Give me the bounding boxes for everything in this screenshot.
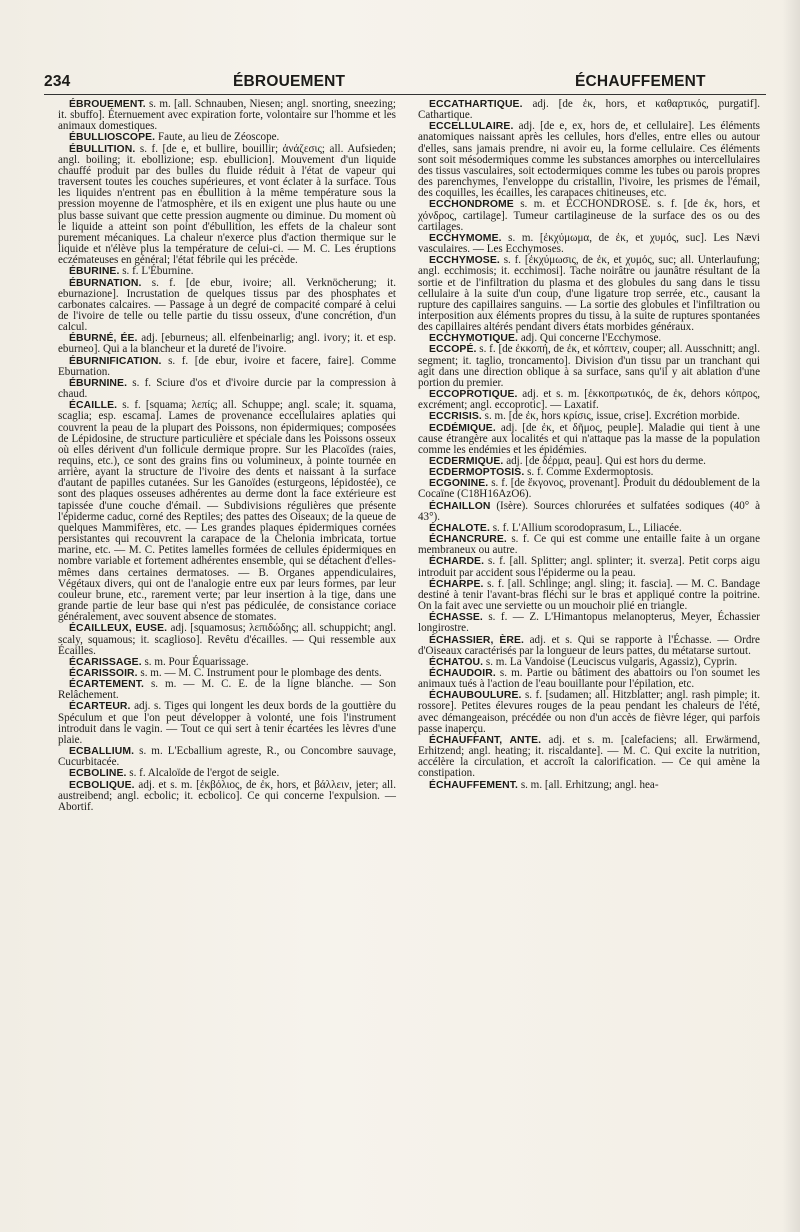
entry-headword: ÉCHALOTE. [429,522,490,534]
entry-definition: s. f. L'Allium scorodoprasum, L., Liliacée. [489,521,682,534]
dictionary-entry [58,780,396,813]
dictionary-entry [418,556,760,578]
entry-definition: s. m. — M. C. Instrument pour le plombage des dents. [137,666,382,679]
entry-definition: s. f. L'Éburnine. [119,265,194,278]
dictionary-entry [418,501,760,523]
dictionary-entry [418,255,760,333]
entry-definition: adj. [squamosus; λεπιδώδης; all. schuppicht; angl. scaly, squamous; it. scaglioso]. Revêtu d'écailles. — Qui ressemble aux Écailles. [58,622,396,657]
page-edge-shadow [782,0,800,1232]
entry-headword: ÉCHARPE. [429,578,484,590]
entry-headword: ECDERMOPTOSIS. [429,467,525,479]
entry-definition: adj. [de e, ex, hors de, et cellulaire]. Les éléments anatomiques naissant après les cellules, hors d'elles, entre elles ou autour d'elles, sans jamais prendre, ni avoir eu, la forme cellulaire. Ces éléments sont soit mésodermiques comme les substances amorphes ou intercellulaires des tissus vasculaires, soit ectodermiques comme les tubes ou parois propres des parenchymes, l'enveloppe du cristallin, l'ivoire, les prismes de l'émail, des coquilles, les écailles, les carapaces chitineuses, etc. [418,120,760,200]
entry-definition: s. m. et ECCHONDROSE. s. f. [de ἐκ, hors, et χόνδρος, cartilage]. Tumeur cartilagineuse de la surface des os ou des cartilages. [418,198,760,233]
dictionary-entry [418,344,760,389]
dictionary-entry [418,199,760,232]
entry-definition: Faute, au lieu de Zéoscope. [155,131,280,144]
entry-definition: s. f. [all. Splitter; angl. splinter; it. sverza]. Petit corps aigu introduit par accident sous l'épiderme ou la peau. [418,555,760,579]
entry-definition: s. f. Ce qui est comme une entaille faite à un organe membraneux ou autre. [418,533,760,557]
entry-definition: s. f. [sudamen; all. Hitzblatter; angl. rash pimple; it. rossore]. Petites élevures rouges de la peau pendant les chaleurs de l'été, avec démangeaison, précédée ou non d'un accès de fièvre léger, qui parfois passe inaperçu. [418,689,760,735]
entry-headword: ECCOPROTIQUE. [429,389,518,401]
entry-definition: adj. [eburneus; all. elfenbeinarlig; angl. ivory; it. et esp. eburneo]. Qui a la blancheur et la dureté de l'ivoire. [58,332,396,356]
entry-definition: s. f. Sciure d'os et d'ivoire durcie par la compression à chaud. [58,376,396,401]
dictionary-entry [58,99,396,132]
dictionary-entry [58,623,396,656]
entry-headword: ÉCARISSAGE. [69,656,142,668]
entry-definition: adj. et s. Qui se rapporte à l'Échasse. — Ordre d'Oiseaux caractérisés par la longueur de leurs pattes, du métatarse surtout. [418,633,760,657]
dictionary-entry [418,121,760,199]
dictionary-entry [58,378,396,400]
entry-headword: ECCATHARTIQUE. [429,99,523,110]
dictionary-entry [58,746,396,768]
entry-headword: ECCHONDROME [429,199,514,211]
entry-headword: ÉBULLITION. [69,143,136,155]
dictionary-entry [418,423,760,456]
entry-definition: s. m. Pour Équarissage. [141,655,249,668]
entry-definition: s. m. [ἐκχύμωμα, de ἐκ, et χυμός, suc]. Les Nævi vasculaires. — Les Ecchymoses. [418,231,760,256]
entry-headword: ÉCARISSOIR. [69,667,138,679]
entry-headword: ÉBURNIFICATION. [69,355,162,367]
entry-headword: ÉCAILLE. [69,400,118,412]
entry-definition: s. m. [all. Erhitzung; angl. hea- [518,778,659,791]
left-column [58,99,396,813]
entry-definition: s. f. [de ebur, ivoire et facere, faire]. Comme Eburnation. [58,354,396,378]
left-guide-word: ÉBROUEMENT [233,73,346,90]
entry-definition: s. f. [squama; λεπίς; all. Schuppe; angl. scale; it. squama, scaglia; esp. escama]. Lames de provenance eccellulaires aplaties qui couvrent la peau de la plupart des Poissons, non épidermiques; composées de Lépidosine, de structure particulière et spéciale dans les Poissons osseux où elles dérivent d'un follicule dermique propre. Sur les Placoïdes (raies, requins, etc.), ce sont des grains fins ou volumineux, à pointe tournée en arrière, ayant la structure de l'ivoire des dents et naissant à la surface d'autant de papilles cutanées. Sur les Ganoïdes (esturgeons, lépidostée), ce sont des plaques osseuses adhérentes au derme dont la face extérieure est tapissée d'une couche d'émail. — Subdivisions régulières que présente l'épiderme caduc, corné des Reptiles; des pattes des Oiseaux; de la queue de quelques Mammifères, etc. — Les grandes plaques épidermiques cornées persistantes qui recouvrent la carapace de la Chelonia imbricata, tortue marine, etc. — M. C. Petites lamelles formées de cellules épidermiques en nombre variable et fortement adhérentes ensemble, qui se détachent d'elles-mêmes dans certaines dermatoses. — B. Organes appendiculaires, Végétaux divers, qui ont de l'analogie entre eux par leurs formes, par leur couleur brune, etc., rarement verte; par leur insertion à la tige, dans une grande partie de leur base qui n'est pas pédiculée, de consistance coriace généralement, avec souvent absence de stomates. [58,399,396,624]
dictionary-entry [58,701,396,746]
entry-headword: ÉCHAILLON [429,500,491,512]
dictionary-entry [418,579,760,612]
entry-headword: ÉCARTEMENT. [69,679,144,691]
entry-headword: ECGONINE. [429,478,489,490]
entry-headword: ECBOLIQUE. [69,779,135,791]
entry-definition: s. f. [de e, et bullire, bouillir; ἀνάζεσις; all. Aufsieden; angl. boiling; it. ebollizione; esp. ebullicion]. Mouvement d'un liquide chauffé produit par des bulles du fluide réduit à l'état de vapeur qui traversent toutes les couches supérieures, et vont éclater à la surface. Tous les liquides n'entrent pas en ébullition à la même température sous la pression moyenne de l'atmosphère, et ils en exigent une plus haute ou une plus basse suivant que cette pression augmente ou diminue. Du moment où le liquide a atteint son point d'ébullition, les effets de la chaleur sont purement mécaniques. La chaleur n'exerce plus d'action thermique sur le liquide et n'élève plus la température de celui-ci. — M. C. Les éruptions eczémateuses en général; l'état fébrile qui les précède. [58,142,396,267]
dictionary-entry [418,389,760,411]
entry-definition: s. f. [de ἐκκοπή, de ἐκ, et κόπτειν, couper; all. Ausschnitt; angl. segment; it. taglio, troncamento]. Division d'un tissu par un tranchant qui agit dans une direction oblique à sa surface, sans qu'il y ait ablation d'une portion du premier. [418,343,760,389]
entry-headword: ECDÉMIQUE. [429,422,496,434]
dictionary-entry [58,333,396,355]
entry-headword: ÉCHAUFFANT, ANTE. [429,734,542,746]
entry-headword: ECCHYMOME. [429,232,502,244]
dictionary-entry [418,612,760,634]
entry-definition: adj. et s. m. [ἐκβόλιος, de ἐκ, hors, et βάλλειν, jeter; all. austreibend; angl. ecbolic; it. ecbolico]. Ce qui concerne l'expulsion. — Abortif. [58,778,396,813]
dictionary-entry [418,478,760,500]
dictionary-entry [58,144,396,267]
entry-definition: adj. s. Tiges qui longent les deux bords de la gouttière du Spéculum et que l'on peut développer à volonté, une fois l'instrument introduit dans le vagin. — Tout ce qui sert à tenir écartées les lèvres d'une plaie. [58,700,396,746]
entry-headword: ÉCHASSE. [429,612,483,624]
entry-headword: ÉBROUEMENT. [69,99,146,110]
entry-headword: ECBALLIUM. [69,746,135,758]
entry-headword: ÉCHAUDOIR. [429,667,496,679]
entry-definition: s. f. Alcaloïde de l'ergot de seigle. [126,767,280,780]
dictionary-entry [418,690,760,735]
entry-definition: adj. Qui concerne l'Ecchymose. [518,332,662,345]
entry-headword: ÉCHATOU. [429,656,484,668]
right-guide-word: ÉCHAUFFEMENT [575,73,706,90]
entry-definition: (Isère). Sources chlorurées et sulfatées sodiques (40° à 43°). [418,499,760,523]
dictionary-entry [418,780,760,791]
page-number: 234 [44,73,71,90]
entry-definition: adj. [de δέρμα, peau]. Qui est hors du derme. [503,455,706,467]
entry-headword: ECDERMIQUE. [429,456,504,467]
entry-definition: s. m. La Vandoise (Leuciscus vulgaris, Agassiz), Cyprin. [483,655,738,668]
dictionary-entry [58,278,396,334]
entry-definition: s. f. [de ebur, ivoire; all. Verknöcherung; it. eburnazione]. Incrustation de quelques tissus par des phosphates et carbonates calcaires. — Passage à un degré de compacité comparé à celui de l'ivoire de telle ou telle partie du tissu osseux, d'une concrétion, d'un calcul. [58,276,396,334]
dictionary-entry [58,356,396,378]
entry-definition: s. f. Comme Exdermoptosis. [524,466,654,479]
entry-headword: ECBOLINE. [69,768,127,780]
entry-definition: adj. et s. m. [calefaciens; all. Erwärmend, Erhitzend; angl. heating; it. riscaldante]. — M. C. Qui excite la nutrition, accélère la circulation, et accroît la calorification. — Ce qui amène la constipation. [418,733,761,780]
entry-headword: ECCELLULAIRE. [429,121,514,133]
entry-headword: ECCOPÉ. [429,344,477,356]
entry-headword: ÉBURNINE. [69,377,128,389]
entry-definition: s. f. — Z. L'Himantopus melanopterus, Meyer, Échassier longirostre. [418,611,760,635]
entry-definition: adj. et s. m. [ἐκκοπρωτικός, de ἐκ, dehors κόπρος, excrément; angl. eccoprotic]. — Laxatif. [418,388,760,412]
dictionary-entry [418,534,760,556]
entry-definition: s. m. [de ἐκ, hors κρίσις, issue, crise]. Excrétion morbide. [481,410,740,423]
entry-headword: ÉCHAUFFEMENT. [429,779,519,791]
right-column [418,99,760,791]
entry-headword: ECCRISIS. [429,411,482,423]
entry-headword: ÉCHARDE. [429,556,485,568]
entry-headword: ÉBURNÉ, ÉE. [69,333,138,345]
entry-definition: s. m. L'Ecballium agreste, R., ou Concombre sauvage, Cucurbitacée. [58,745,396,769]
dictionary-entry [418,233,760,255]
entry-definition: s. f. [ἐκχύμωσις, de ἐκ, et χυμός, suc; all. Unterlaufung; angl. ecchimosis; it. ecchimosi]. Tache noirâtre ou jaunâtre résultant de la sortie et de l'infiltration du plasma et des globules du sang dans le tissu cellulaire à la suite d'un coup, d'une ligature trop serrée, etc., causant la rupture des capillaires sanguins. — La sortie des globules et l'infiltration ou interposition aux éléments propres du tissu, à la suite de ruptures spontanées des capillaires altérés pendant divers états morbides généraux. [418,254,760,334]
entry-headword: ECCHYMOSE. [429,255,500,267]
entry-headword: ÉCAILLEUX, EUSE. [69,623,168,635]
dictionary-entry [58,400,396,623]
dictionary-entry [418,99,760,121]
dictionary-entry [58,679,396,701]
header-rule [44,94,766,95]
entry-definition: s. f. [de ἔκγονος, provenant]. Produit du dédoublement de la Cocaïne (C18H16AzO6). [418,477,760,501]
entry-headword: ÉCARTEUR. [69,701,131,713]
entry-definition: s. f. [all. Schlinge; angl. sling; it. fascia]. — M. C. Bandage destiné à tenir l'avant-bras fléchi sur le bras et appliqué contre la poitrine. On la fait avec une serviette ou un mouchoir plié en triangle. [418,577,760,613]
entry-headword: ÉBURINE. [69,266,120,278]
dictionary-entry [418,735,760,780]
dictionary-entry [418,635,760,657]
entry-definition: s. m. [all. Schnauben, Niesen; angl. snorting, sneezing; it. sbuffo]. Éternuement avec expiration forte, volontaire sur l'homme et les animaux domestiques. [58,98,396,133]
entry-headword: ÉCHANCRURE. [429,534,507,546]
entry-headword: ÉCHAUBOULURE. [429,690,522,702]
entry-definition: adj. [de ἐκ, hors, et καθαρτικός, purgatif]. Cathartique. [418,98,760,122]
entry-definition: adj. [de ἐκ, et δῆμος, peuple]. Maladie qui tient à une cause étrangère aux localités et qui n'attaque pas la masse de la population comme les endémies et les épidémies. [418,421,760,456]
entry-headword: ECCHYMOTIQUE. [429,333,519,345]
entry-definition: s. m. Partie ou bâtiment des abattoirs ou l'on soumet les animaux tués à l'action de l'eau bouillante pour l'épilation, etc. [418,666,760,691]
entry-headword: ÉCHASSIER, ÈRE. [429,634,524,646]
entry-definition: s. m. — M. C. E. de la ligne blanche. — Son Relâchement. [58,678,396,702]
entry-headword: ÉBURNATION. [69,277,142,289]
entry-headword: ÉBULLIOSCOPE. [69,132,156,144]
dictionary-entry [418,668,760,690]
